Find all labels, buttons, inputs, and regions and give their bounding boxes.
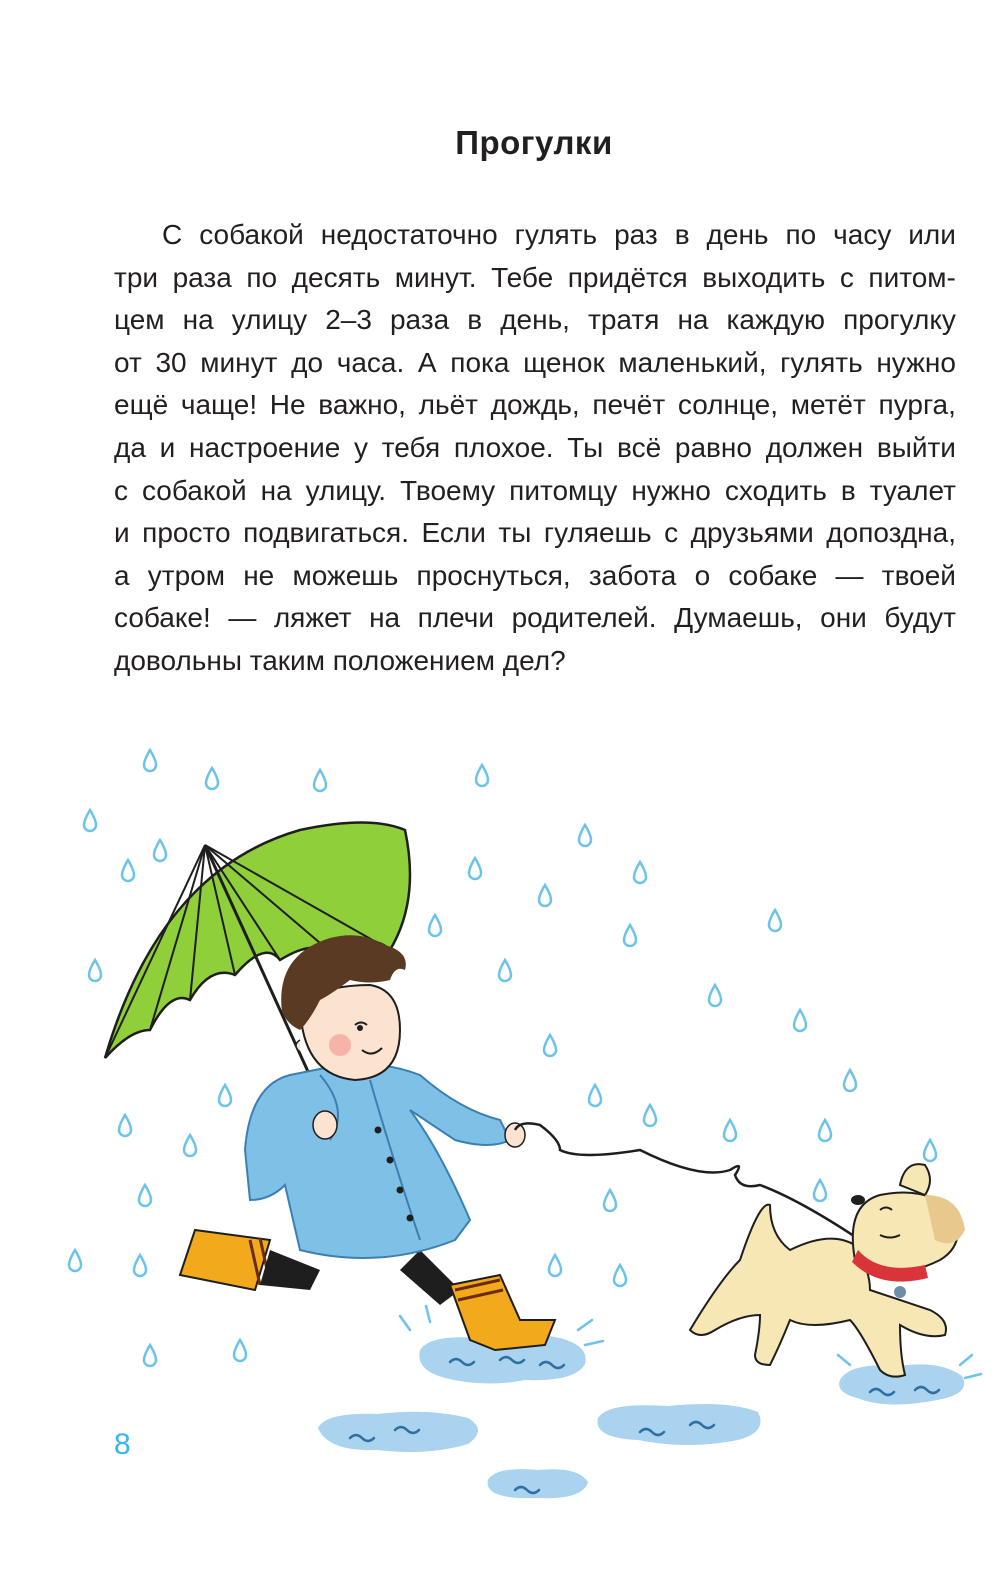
text-line: [114, 342, 956, 385]
text-word: можешь: [292, 559, 399, 591]
text-word: твоей: [881, 559, 956, 591]
raindrop-icon: [539, 885, 551, 906]
text-word: просто: [142, 517, 231, 549]
raindrop-icon: [219, 1085, 231, 1106]
text-word: проснуться,: [416, 559, 571, 591]
raindrop-icon: [769, 910, 781, 931]
raindrop-icon: [469, 858, 481, 879]
text-word: Тебе: [491, 261, 554, 293]
text-word: по: [785, 219, 817, 250]
raindrop-icon: [429, 915, 441, 936]
puddle: [598, 1404, 761, 1445]
text-word: —: [228, 602, 257, 634]
text-line: довольны таким положением дел?: [114, 644, 566, 676]
text-word: каждую: [726, 304, 826, 336]
raindrop-icon: [614, 1265, 626, 1286]
text-word: на: [260, 474, 292, 506]
raindrop-icon: [184, 1135, 196, 1156]
page-number: 8: [114, 1428, 131, 1461]
text-word: Думаешь,: [674, 602, 803, 634]
text-word: —: [835, 559, 864, 591]
text-word: или: [908, 219, 956, 250]
text-word: собакой: [141, 474, 247, 506]
text-word: гулять: [514, 219, 598, 250]
text-word: на: [369, 602, 401, 634]
text-word: всё: [617, 431, 662, 463]
raindrop-icon: [134, 1255, 146, 1276]
leash: [515, 1123, 860, 1240]
text-word: ещё: [114, 389, 169, 421]
raindrop-icon: [604, 1190, 616, 1211]
raindrop-icon: [89, 960, 101, 981]
text-line: [114, 427, 956, 470]
raindrop-icon: [499, 960, 511, 981]
text-word: по: [246, 261, 278, 293]
raindrop-icon: [794, 1010, 806, 1031]
text-word: до: [291, 346, 324, 378]
body-text: [114, 214, 956, 683]
dog: [690, 1164, 965, 1377]
text-word: выйти: [876, 431, 956, 463]
text-word: нужно: [876, 346, 956, 378]
text-word: тебя: [381, 431, 441, 463]
text-word: минут.: [394, 261, 477, 293]
text-word: раз: [614, 219, 658, 250]
text-word: дождь,: [490, 389, 580, 421]
raindrop-icon: [119, 1115, 131, 1136]
raindrop-icon: [924, 1140, 936, 1161]
text-word: пурга,: [878, 389, 956, 421]
text-word: должен: [765, 431, 864, 463]
text-word: ты: [498, 517, 532, 549]
text-word: в: [467, 304, 483, 336]
text-word: на: [182, 304, 214, 336]
text-word: гуляешь: [543, 517, 652, 549]
text-word: родителей.: [511, 602, 657, 634]
text-word: часа.: [336, 346, 405, 378]
text-word: три: [114, 261, 159, 293]
text-word: 2–3: [325, 304, 372, 336]
text-word: улицу: [231, 304, 308, 336]
raindrop-icon: [579, 825, 591, 846]
text-word: маленький,: [618, 346, 767, 378]
text-word: солнце,: [677, 389, 779, 421]
raindrop-icon: [206, 768, 218, 789]
text-line: [114, 512, 956, 555]
text-word: улицу.: [305, 474, 387, 506]
text-word: и: [114, 517, 130, 549]
text-word: пока: [450, 346, 510, 378]
rain-walk-illustration: [0, 720, 1000, 1573]
text-line: [114, 470, 956, 513]
text-word: Ты: [567, 431, 604, 463]
text-word: с: [839, 261, 854, 293]
text-word: ляжет: [273, 602, 352, 634]
text-word: подвигаться.: [243, 517, 409, 549]
text-word: недостаточно: [320, 219, 498, 250]
raindrop-icon: [84, 810, 96, 831]
text-word: часу: [833, 219, 892, 250]
text-word: раза: [389, 304, 450, 336]
text-word: а: [114, 559, 130, 591]
text-word: в: [674, 219, 690, 250]
raindrop-icon: [69, 1250, 81, 1271]
text-word: о: [694, 559, 711, 591]
text-word: тратя: [588, 304, 660, 336]
text-word: льёт: [418, 389, 478, 421]
text-word: десять: [291, 261, 381, 293]
boy: [180, 935, 555, 1350]
text-word: собаке!: [114, 602, 211, 634]
text-word: нужно: [631, 474, 711, 506]
text-word: день: [706, 219, 769, 250]
raindrop-icon: [644, 1105, 656, 1126]
text-word: туалет: [869, 474, 956, 506]
text-word: раза: [172, 261, 232, 293]
text-line: [114, 299, 956, 342]
text-word: гулять: [780, 346, 863, 378]
raindrop-icon: [139, 1185, 151, 1206]
raindrop-icon: [814, 1180, 826, 1201]
text-word: день,: [500, 304, 570, 336]
text-word: и: [159, 431, 176, 463]
text-word: чаще!: [180, 389, 258, 421]
text-word: минут: [200, 346, 278, 378]
page-title: Прогулки: [455, 124, 613, 161]
raindrop-icon: [724, 1120, 736, 1141]
raindrop-icon: [544, 1035, 556, 1056]
raindrop-icon: [122, 860, 134, 881]
text-word: щенок: [523, 346, 605, 378]
text-word: цем: [114, 304, 165, 336]
puddle: [318, 1412, 478, 1452]
text-word: будут: [884, 602, 956, 634]
text-word: питомцу: [509, 474, 618, 506]
text-word: 30: [155, 346, 187, 378]
puddle: [488, 1469, 588, 1498]
text-word: утром: [147, 559, 225, 591]
text-word: друзьями: [690, 517, 814, 549]
text-word: выходить: [702, 261, 826, 293]
text-word: допоздна,: [826, 517, 956, 549]
text-word: важно,: [318, 389, 406, 421]
text-word: равно: [674, 431, 752, 463]
text-line: [114, 384, 956, 427]
text-word: не: [243, 559, 275, 591]
raindrop-icon: [154, 840, 166, 861]
text-word: придётся: [567, 261, 688, 293]
text-line: [114, 555, 956, 598]
text-word: с: [664, 517, 679, 549]
text-word: они: [820, 602, 867, 634]
text-word: Не: [269, 389, 306, 421]
text-word: сходить: [724, 474, 827, 506]
raindrop-icon: [589, 1085, 601, 1106]
text-word: А: [417, 346, 437, 378]
text-word: Если: [421, 517, 486, 549]
text-word: метёт: [790, 389, 866, 421]
text-line: [114, 257, 956, 300]
raindrop-icon: [144, 1345, 156, 1366]
raindrop-icon: [624, 925, 636, 946]
raindrop-icon: [709, 985, 721, 1006]
text-line: [114, 597, 956, 640]
text-word: на: [677, 304, 709, 336]
text-word: печёт: [592, 389, 666, 421]
text-word: в: [840, 474, 856, 506]
text-word: собаке: [728, 559, 818, 591]
text-word: питом-: [868, 261, 956, 293]
raindrop-icon: [634, 862, 646, 883]
text-word: прогулку: [843, 304, 956, 336]
text-line: [114, 214, 956, 257]
raindrop-icon: [144, 750, 156, 771]
text-word: собакой: [199, 219, 304, 250]
text-word: С: [162, 219, 183, 250]
text-word: от: [114, 346, 142, 378]
raindrop-icon: [314, 770, 326, 791]
text-word: да: [114, 431, 146, 463]
text-word: настроение: [189, 431, 341, 463]
text-word: с: [114, 474, 128, 506]
text-word: забота: [588, 559, 677, 591]
raindrop-icon: [476, 765, 488, 786]
text-word: Твоему: [400, 474, 496, 506]
text-word: у: [354, 431, 369, 463]
raindrop-icon: [819, 1120, 831, 1141]
raindrop-icon: [234, 1340, 246, 1361]
text-word: плечи: [417, 602, 495, 634]
raindrop-icon: [549, 1255, 561, 1276]
text-word: плохое.: [453, 431, 554, 463]
raindrop-icon: [844, 1070, 856, 1091]
